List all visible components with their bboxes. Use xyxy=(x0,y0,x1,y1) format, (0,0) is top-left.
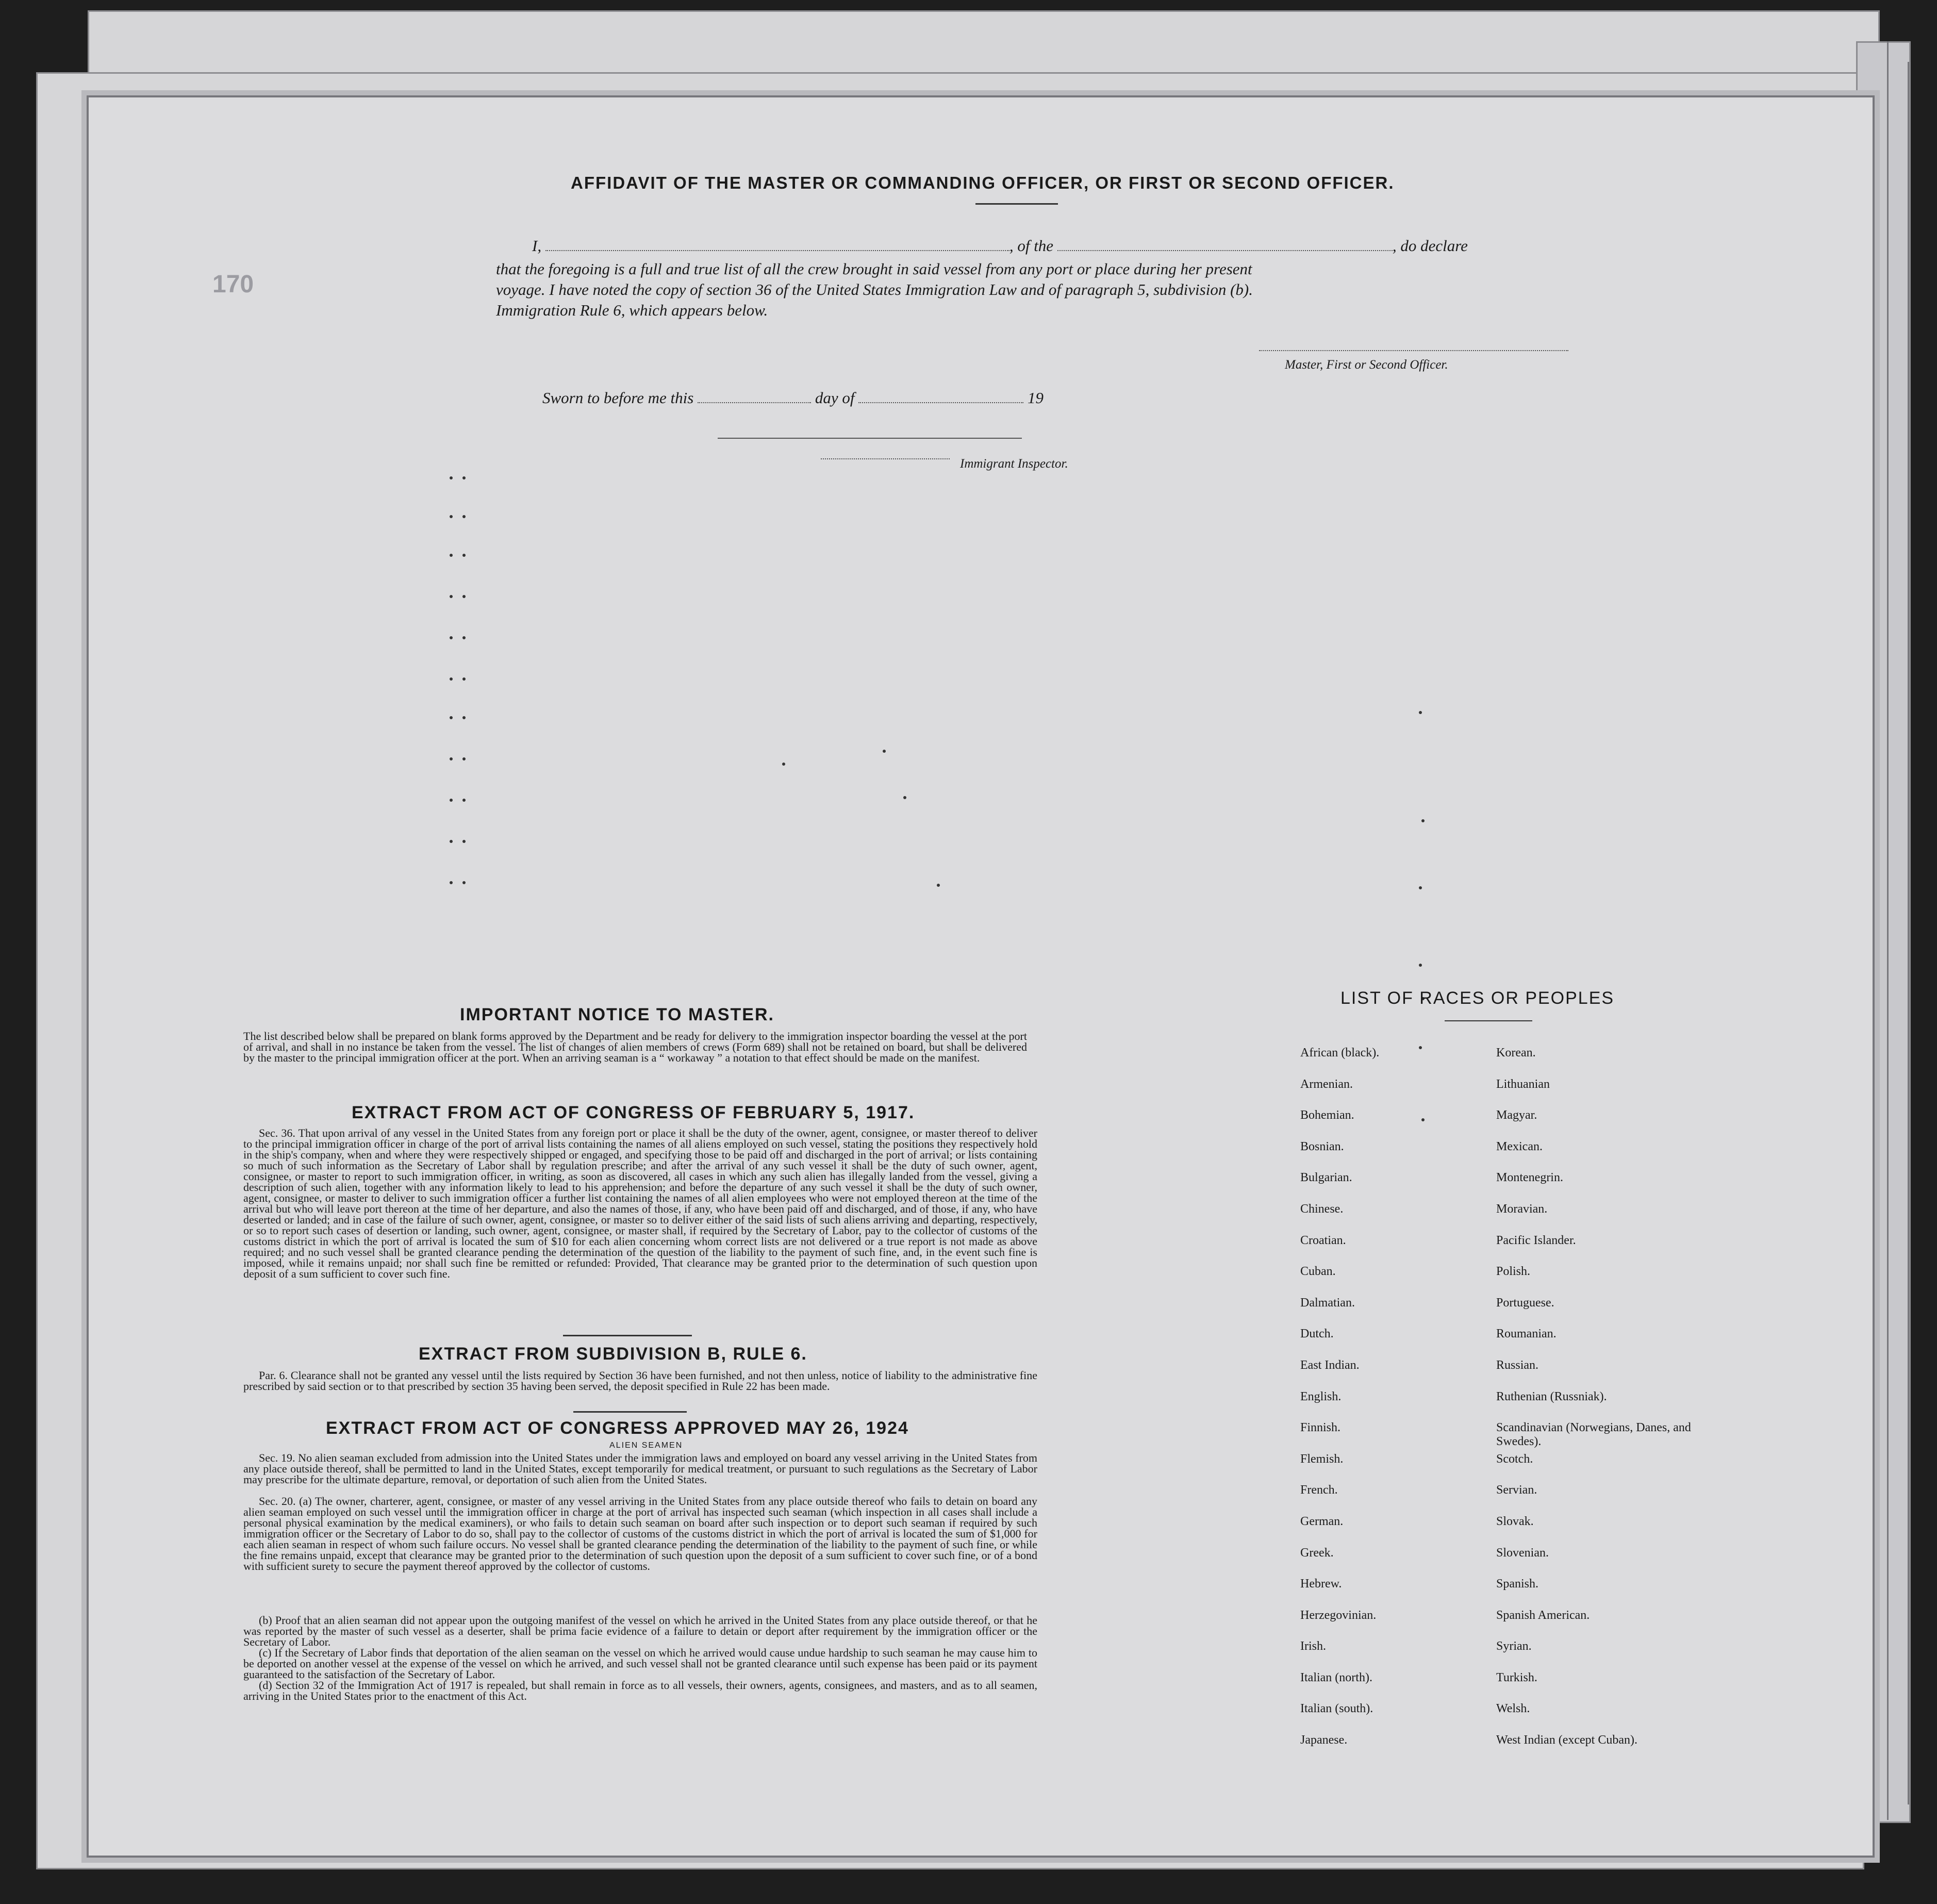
race-item: Korean. xyxy=(1496,1046,1536,1059)
race-item: Italian (north). xyxy=(1300,1670,1372,1684)
notice-text: The list described below shall be prepared on blank forms approved by the Department and be ready for delivery to the immigration inspector boarding the vessel at the port of arrival, and shall in no instance be taken from the vessel. The list of changes of alien members of crews (Form 689) shall not be retained on board, but shall be delivered by the master to the principal immigration officer at the port. When an arriving seaman is a “ workaway ” a notation to that effect should be made on the manifest. xyxy=(243,1030,1027,1064)
affidavit-line-2: that the foregoing is a full and true list of all the crew brought in said vessel from any port or place during her present xyxy=(496,260,1252,278)
dot xyxy=(450,476,453,479)
dot xyxy=(462,881,466,884)
race-item: Greek. xyxy=(1300,1546,1334,1560)
extract-1924-title: EXTRACT FROM ACT OF CONGRESS APPROVED MAY 26, 1924 xyxy=(326,1418,909,1438)
section-divider xyxy=(563,1335,692,1336)
manifest-page xyxy=(87,95,1875,1858)
dot xyxy=(1419,711,1422,714)
race-item: Welsh. xyxy=(1496,1702,1530,1716)
dot xyxy=(883,750,886,753)
master-name-blank[interactable] xyxy=(545,250,1009,251)
dot xyxy=(450,716,453,719)
title-underline xyxy=(975,203,1058,205)
race-item: Magyar. xyxy=(1496,1108,1537,1122)
race-item: Slovak. xyxy=(1496,1514,1534,1528)
sheet-edge-line xyxy=(1887,41,1889,1820)
dot xyxy=(450,515,453,518)
affidavit-line1-start: I, xyxy=(532,237,542,255)
dot xyxy=(462,515,466,518)
dot xyxy=(462,677,466,681)
subdivision-b-title: EXTRACT FROM SUBDIVISION B, RULE 6. xyxy=(419,1344,807,1364)
sworn-month-blank[interactable] xyxy=(858,402,1023,403)
extract-1924-sec20d: (d) Section 32 of the Immigration Act of 1917 is repealed, but shall remain in force as to all vessels, their owners, agents, consignees, and masters, and as to all seamen, arriving in the United States prior to the enactment of this Act. xyxy=(243,1679,1037,1702)
race-item: Japanese. xyxy=(1300,1733,1348,1747)
dot xyxy=(462,476,466,479)
notice-title: IMPORTANT NOTICE TO MASTER. xyxy=(460,1005,774,1024)
races-title: LIST OF RACES OR PEOPLES xyxy=(1340,988,1615,1008)
signature-blank[interactable] xyxy=(1259,350,1568,351)
race-item: Scandinavian (Norwegians, Danes, and Swedes). xyxy=(1496,1421,1691,1449)
race-item: Moravian. xyxy=(1496,1202,1548,1216)
race-item: Croatian. xyxy=(1300,1233,1346,1247)
race-item: Syrian. xyxy=(1496,1640,1532,1653)
dot xyxy=(462,636,466,639)
dot xyxy=(462,757,466,760)
sworn-start: Sworn to before me this xyxy=(542,389,694,407)
dot xyxy=(462,595,466,598)
race-item: Turkish. xyxy=(1496,1670,1537,1684)
dot xyxy=(450,881,453,884)
affidavit-line-3: voyage. I have noted the copy of section 36 of the United States Immigration Law and of paragraph 5, subdivision (b). xyxy=(496,280,1253,299)
dot xyxy=(462,840,466,843)
dot xyxy=(462,716,466,719)
affidavit-line1-end: , do declare xyxy=(1392,237,1468,255)
dot xyxy=(462,554,466,557)
race-item: English. xyxy=(1300,1389,1342,1403)
race-item: Chinese. xyxy=(1300,1202,1344,1216)
dot xyxy=(1419,964,1422,967)
subdivision-b-text: Par. 6. Clearance shall not be granted any vessel until the lists required by Section 36 have been furnished, and not then unless, notice of liability to the administrative fine prescribed by said section or to that prescribed by section 35 having been served, the deposit specified in Rule 22 has been made. xyxy=(243,1369,1037,1393)
race-item: Dalmatian. xyxy=(1300,1296,1355,1310)
race-item: Russian. xyxy=(1496,1358,1539,1372)
affidavit-title: AFFIDAVIT OF THE MASTER OR COMMANDING OFFICER, OR FIRST OR SECOND OFFICER. xyxy=(571,173,1395,192)
sworn-day-blank[interactable] xyxy=(698,402,811,403)
race-item: Dutch. xyxy=(1300,1327,1334,1341)
sworn-mid: day of xyxy=(815,389,855,407)
race-item: West Indian (except Cuban). xyxy=(1496,1733,1637,1747)
race-item: Spanish American. xyxy=(1496,1608,1590,1622)
extract-1924-sec20c: (c) If the Secretary of Labor finds that deportation of the alien seaman on the vessel on which he arrived would cause undue hardship to such seaman he may cause him to be deported on another vessel at the expense of the vessel on which he arrived, and such vessel shall not be granted clearance until such expense has been paid or its payment guaranteed to the satisfaction of the Secretary of Labor. xyxy=(243,1646,1037,1681)
race-item: Hebrew. xyxy=(1300,1577,1342,1591)
dot xyxy=(450,840,453,843)
race-item: Spanish. xyxy=(1496,1577,1539,1591)
race-item: Herzegovinian. xyxy=(1300,1608,1377,1622)
race-item: Finnish. xyxy=(1300,1421,1341,1435)
race-item: Lithuanian xyxy=(1496,1077,1550,1091)
race-item: Polish. xyxy=(1496,1265,1531,1279)
section-divider xyxy=(573,1411,687,1413)
dot xyxy=(462,799,466,802)
race-item: Mexican. xyxy=(1496,1139,1543,1153)
dot xyxy=(1419,886,1422,889)
races-left-column xyxy=(1300,1046,1486,1765)
extract-1917-text: Sec. 36. That upon arrival of any vessel in the United States from any foreign port or place it shall be the duty of the owner, agent, consignee, or master thereof to deliver to the principal immigration officer in charge of the port of arrival lists containing the names of all aliens employed on such vessel, stating the positions they respectively hold in the ship's company, when and where they were respectively shipped or engaged, and specifying those to be paid off and discharged in the port of arrival; or lists containing so much of such information as the Secretary of Labor shall by regulation prescribe; and after the arrival of any such vessel it shall be the duty of such owner, agent, consignee, or master to report to such immigration officer, in writing, as soon as discovered, all cases in which any such alien has illegally landed from the vessel, giving a description of such alien, together with any information likely to lead to his apprehension; and before the departure of any such vessel it shall be the duty of such owner, agent, consignee, or master to deliver to such immigration officer a further list containing the names of all alien employees who were not employed thereon at the time of the arrival but who will leave port thereon at the time of her departure, and also the names of those, if any, who have been paid off and discharged, and of those, if any, who have deserted or landed; and in case of the failure of such owner, agent, consignee, or master so to deliver either of the said lists of such aliens arriving and departing, respectively, or so to report such cases of desertion or landing, such owner, agent, consignee, or master shall, if required by the Secretary of Labor, pay to the collector of customs of the customs district in which the port of arrival is located the sum of $10 for each alien concerning whom correct lists are not delivered or a true report is not made as above required; and no such vessel shall be granted clearance pending the determination of the question of the liability to the payment of such fine, and, in the event such fine is imposed, while it remains unpaid; nor shall such fine be remitted or refunded: Provided, That clearance may be granted prior to the determination of such question upon deposit of a sum sufficient to cover such fine. xyxy=(243,1127,1037,1280)
inspector-rule xyxy=(718,438,1022,439)
dot xyxy=(450,799,453,802)
race-item: Bosnian. xyxy=(1300,1139,1344,1153)
race-item: Ruthenian (Russniak). xyxy=(1496,1389,1607,1403)
race-item: Servian. xyxy=(1496,1483,1537,1497)
race-item: Bohemian. xyxy=(1300,1108,1354,1122)
race-item: African (black). xyxy=(1300,1046,1380,1059)
race-item: East Indian. xyxy=(1300,1358,1360,1372)
extract-1924-sec19: Sec. 19. No alien seaman excluded from admission into the United States under the immigration laws and employed on board any vessel arriving in the United States from any place outside thereof, shall be permitted to land in the United States, except temporarily for medical treatment, or pursuant to such regulations as the Secretary of Labor may prescribe for the ultimate departure, removal, or deportation of such alien from the United States. xyxy=(243,1451,1037,1486)
races-right-column xyxy=(1496,1046,1723,1765)
extract-1924-sec20b: (b) Proof that an alien seaman did not appear upon the outgoing manifest of the vessel on which he arrived in the United States from any place outside thereof, or that he was reported by the master of such vessel as a deserter, shall be prima facie evidence of a failure to detain or deport after requirement by the immigration officer or the Secretary of Labor. xyxy=(243,1614,1037,1648)
affidavit-line1-mid: , of the xyxy=(1009,237,1054,255)
race-item: Cuban. xyxy=(1300,1265,1336,1279)
race-item: Armenian. xyxy=(1300,1077,1353,1091)
race-item: Portuguese. xyxy=(1496,1296,1554,1310)
dot xyxy=(450,757,453,760)
sworn-year: 19 xyxy=(1027,389,1044,407)
race-item: German. xyxy=(1300,1514,1344,1528)
race-item: Scotch. xyxy=(1496,1452,1533,1466)
dot xyxy=(450,595,453,598)
extract-1917-title: EXTRACT FROM ACT OF CONGRESS OF FEBRUARY 5, 1917. xyxy=(352,1103,915,1122)
signature-label: Master, First or Second Officer. xyxy=(1285,358,1448,372)
race-item: Roumanian. xyxy=(1496,1327,1557,1341)
dot xyxy=(903,796,906,799)
race-item: French. xyxy=(1300,1483,1338,1497)
race-item: Slovenian. xyxy=(1496,1546,1549,1560)
race-item: Irish. xyxy=(1300,1640,1326,1653)
race-item: Pacific Islander. xyxy=(1496,1233,1576,1247)
dot xyxy=(450,677,453,681)
dot xyxy=(1421,819,1425,822)
race-item: Bulgarian. xyxy=(1300,1171,1352,1185)
dot xyxy=(782,763,785,766)
inspector-label: Immigrant Inspector. xyxy=(960,457,1068,471)
race-item: Montenegrin. xyxy=(1496,1171,1563,1185)
sworn-line xyxy=(542,389,1044,407)
page-number: 170 xyxy=(212,271,254,298)
extract-1924-subtitle: ALIEN SEAMEN xyxy=(609,1441,683,1450)
dot xyxy=(450,636,453,639)
vessel-name-blank[interactable] xyxy=(1057,250,1393,251)
race-item: Flemish. xyxy=(1300,1452,1344,1466)
sheet-edge-line xyxy=(1908,62,1909,1804)
affidavit-line-1 xyxy=(532,237,1468,255)
dot xyxy=(937,884,940,887)
inspector-signature-blank[interactable] xyxy=(821,458,950,459)
extract-1924-sec20a: Sec. 20. (a) The owner, charterer, agent, consignee, or master of any vessel arriving in the United States from any place outside thereof who fails to detain on board any alien seaman employed on such vessel until the immigration officer in charge at the port of arrival has inspected such seaman (which inspection in all cases shall include a personal physical examination by the medical examiners), or who fails to detain such seaman on board after such inspection or to deport such seaman if required by such immigration officer or the Secretary of Labor to do so, shall pay to the collector of customs of the customs district in which the port of arrival is located the sum of $1,000 for each alien seaman in respect of whom such failure occurs. No vessel shall be granted clearance pending the determination of the liability to the payment of such fine, or while the fine remains unpaid, except that clearance may be granted prior to the determination of such question upon the deposit of a sum sufficient to cover such fine, or of a bond with sufficient surety to secure the payment thereof approved by the collector of customs. xyxy=(243,1495,1037,1572)
race-item: Italian (south). xyxy=(1300,1702,1373,1716)
races-title-underline xyxy=(1445,1020,1532,1021)
dot xyxy=(450,554,453,557)
affidavit-line-4: Immigration Rule 6, which appears below. xyxy=(496,301,768,319)
